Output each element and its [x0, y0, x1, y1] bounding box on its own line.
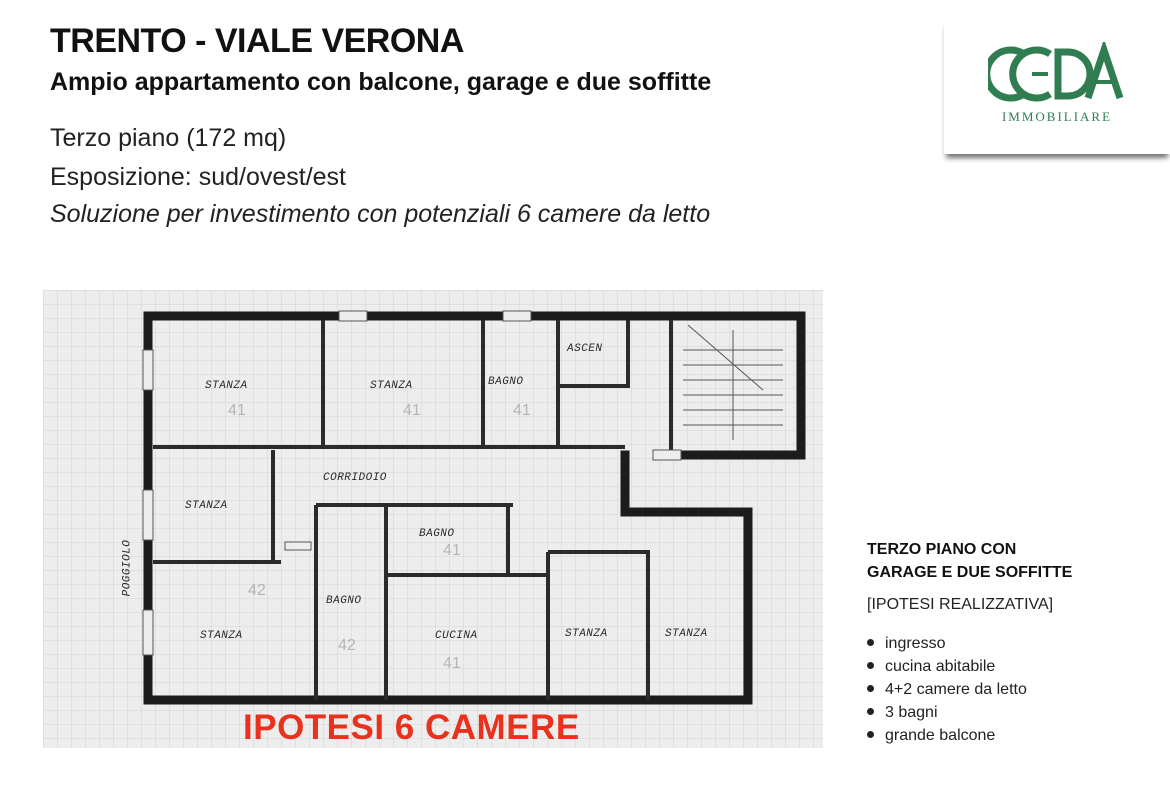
svg-text:41: 41: [443, 542, 461, 559]
room-bagno-3: BAGNO: [326, 595, 362, 607]
room-stanza-2: STANZA: [370, 380, 413, 392]
room-stanza-4: STANZA: [200, 630, 243, 642]
room-corridoio: CORRIDOIO: [323, 472, 387, 484]
room-bagno-1: BAGNO: [488, 376, 524, 388]
exposure-info: Esposizione: sud/ovest/est: [50, 163, 346, 191]
floor-plan-drawing: [43, 290, 823, 748]
list-item: [867, 678, 1027, 701]
room-stanza-3: STANZA: [185, 500, 228, 512]
room-stanza-1: STANZA: [205, 380, 248, 392]
floor-info: Terzo piano (172 mq): [50, 124, 287, 152]
summary-heading-line2: GARAGE E DUE SOFFITTE: [867, 564, 1073, 581]
summary-heading: [867, 538, 1072, 584]
svg-text:41: 41: [228, 402, 246, 419]
list-item: [867, 632, 1027, 655]
svg-text:41: 41: [443, 655, 461, 672]
room-stanza-6: STANZA: [665, 628, 708, 640]
feature-label: cucina abitabile: [885, 658, 996, 675]
bullet-icon: [867, 731, 874, 738]
logo-tagline: IMMOBILIARE: [1001, 109, 1113, 124]
ceda-logo-mark: [988, 42, 1128, 106]
page-title: TRENTO - VIALE VERONA: [50, 22, 464, 60]
bullet-icon: [867, 662, 874, 669]
svg-text:41: 41: [403, 402, 421, 419]
feature-list: [867, 632, 1027, 747]
feature-label: grande balcone: [885, 727, 996, 744]
feature-label: ingresso: [885, 635, 946, 652]
room-ascen: ASCEN: [567, 343, 603, 355]
room-cucina: CUCINA: [435, 630, 478, 642]
investment-info: Soluzione per investimento con potenziali 6 camere da letto: [50, 200, 711, 228]
floor-plan: [43, 290, 823, 748]
plan-banner: IPOTESI 6 CAMERE: [243, 708, 580, 747]
page-subtitle: Ampio appartamento con balcone, garage e due soffitte: [50, 68, 712, 96]
svg-text:41: 41: [513, 402, 531, 419]
summary-heading-line1: TERZO PIANO CON: [867, 541, 1017, 558]
svg-text:42: 42: [338, 637, 356, 654]
list-item: [867, 655, 1027, 678]
summary-note: [IPOTESI REALIZZATIVA]: [867, 596, 1054, 613]
room-bagno-2: BAGNO: [419, 528, 455, 540]
list-item: [867, 701, 1027, 724]
feature-label: 3 bagni: [885, 704, 938, 721]
bullet-icon: [867, 708, 874, 715]
bullet-icon: [867, 639, 874, 646]
logo-card: [944, 20, 1170, 154]
bullet-icon: [867, 685, 874, 692]
svg-text:42: 42: [248, 582, 266, 599]
feature-label: 4+2 camere da letto: [885, 681, 1027, 698]
room-poggiolo: POGGIOLO: [121, 539, 134, 597]
room-stanza-5: STANZA: [565, 628, 608, 640]
list-item: [867, 724, 1027, 747]
